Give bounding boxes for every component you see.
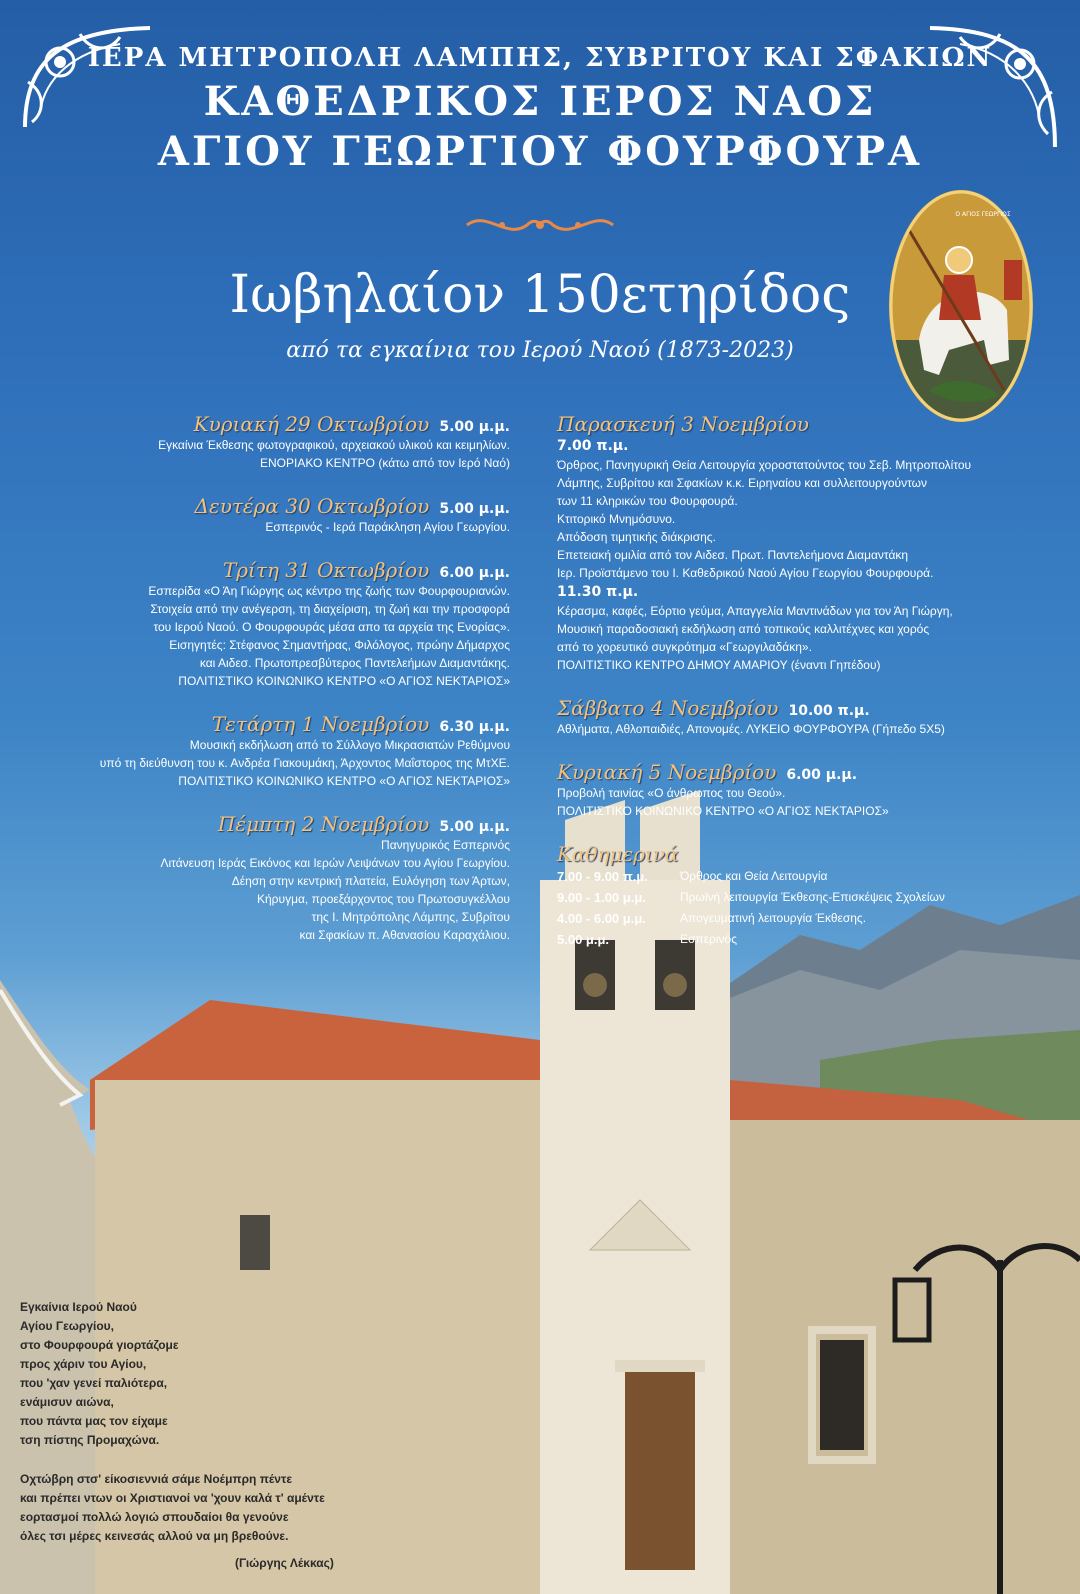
event-time: 6.00 μ.μ. (439, 565, 510, 581)
daily-schedule (557, 842, 1037, 950)
saint-george-icon (889, 190, 1033, 422)
poem-author: (Γιώργης Λέκκας) (235, 1556, 334, 1570)
event-time: 5.00 μ.μ. (439, 501, 510, 517)
event-line: Κτιτορικό Μνημόσυνο. (557, 512, 676, 526)
event-line: υπό τη διεύθυνση του κ. Ανδρέα Γιακουμάκη, Άρχοντος Μαΐστορος της ΜτΧΕ. (99, 756, 510, 770)
jubilee-title: Ιωβηλαίον 150ετηρίδος (229, 265, 851, 325)
daily-time: 9.00 - 1.00 μ.μ. (557, 890, 646, 905)
event-time: 5.00 μ.μ. (439, 819, 510, 835)
poem (20, 1298, 380, 1546)
event-line: Όρθρος, Πανηγυρική Θεία Λειτουργία χοροστατούντος του Σεβ. Μητροπολίτου (557, 458, 972, 472)
event-fri-3-nov (557, 412, 1037, 674)
event-time: 7.00 π.μ. (557, 438, 629, 454)
poem-line: Εγκαίνια Ιερού Ναού (20, 1300, 137, 1314)
poem-line: όλες τσι μέρες κεινεσάς αλλού να μη βρεθούνε. (20, 1529, 289, 1543)
church-wall-right (720, 1120, 1080, 1594)
event-day: Κυριακή 5 Νοεμβρίου (557, 760, 777, 784)
event-day: Παρασκευή 3 Νοεμβρίου (557, 412, 809, 436)
event-line: της Ι. Μητρόπολης Λάμπης, Συβρίτου (311, 910, 510, 924)
poem-line: εορτασμοί πολλώ λογιώ σπουδαίοι θα γενούνε (20, 1510, 289, 1524)
event-line: Αθλήματα, Αθλοπαιδιές, Απονομές. ΛΥΚΕΙΟ ΦΟΥΡΦΟΥΡΑ (Γήπεδο 5Χ5) (557, 722, 945, 736)
daily-row (557, 866, 1037, 887)
daily-row (557, 887, 1037, 908)
event-line: ΠΟΛΙΤΙΣΤΙΚΟ ΚΕΝΤΡΟ ΔΗΜΟΥ ΑΜΑΡΙΟΥ (έναντι Γηπέδου) (557, 658, 881, 672)
daily-desc: Πρωϊνή λειτουργία Έκθεσης-Επισκέψεις Σχολείων (680, 890, 945, 904)
daily-desc: Όρθρος και Θεία Λειτουργία (680, 869, 828, 883)
event-wed-1-nov (40, 712, 510, 790)
daily-title: Καθημερινά (557, 842, 679, 866)
icon-label: Ο ΑΓΙΟΣ ΓΕΩΡΓΙΟΣ (955, 211, 1011, 218)
divider-ornament-icon (462, 210, 618, 240)
event-day: Σάββατο 4 Νοεμβρίου (557, 696, 779, 720)
poem-line: Αγίου Γεωργίου, (20, 1319, 115, 1333)
event-line: Ιερ. Προϊστάμενο του Ι. Καθεδρικού Ναού Αγίου Γεωργίου Φουρφουρά. (557, 566, 934, 580)
event-sun-29-oct (40, 412, 510, 472)
event-line: Επετειακή ομιλία από τον Αιδεσ. Πρωτ. Παντελεήμονα Διαμαντάκη (557, 548, 909, 562)
poem-line: που πάντα μας τον είχαμε (20, 1414, 168, 1428)
daily-desc: Εσπερινός (680, 932, 737, 946)
event-line: Κήρυγμα, προεξάρχοντος του Πρωτοσυγκέλλου (257, 892, 510, 906)
poem-line: ενάμισυν αιώνα, (20, 1395, 114, 1409)
daily-time: 4.00 - 6.00 μ.μ. (557, 911, 646, 926)
poem-line: τση πίστης Προμαχώνα. (20, 1433, 160, 1447)
event-line: Στοιχεία από την ανέγερση, τη διαχείριση, τη ζωή και την προσφορά (150, 602, 510, 616)
event-time: 5.00 μ.μ. (439, 419, 510, 435)
event-line: Προβολή ταινίας «Ο άνθρωπος του Θεού». (557, 786, 786, 800)
event-line: ΕΝΟΡΙΑΚΟ ΚΕΝΤΡΟ (κάτω από τον Ιερό Ναό) (260, 456, 510, 470)
event-tue-31-oct (40, 558, 510, 690)
event-line: Λιτάνευση Ιεράς Εικόνος και Ιερών Λειψάνων του Αγίου Γεωργίου. (160, 856, 510, 870)
event-line: ΠΟΛΙΤΙΣΤΙΚΟ ΚΟΙΝΩΝΙΚΟ ΚΕΝΤΡΟ «Ο ΑΓΙΟΣ ΝΕΚΤΑΡΙΟΣ» (178, 774, 510, 788)
cathedral-heading: ΚΑΘΕΔΡΙΚΟΣ ΙΕΡΟΣ ΝΑΟΣ (203, 78, 877, 125)
poem-line: Οχτώβρη στσ' είκοσιεννιά σάμε Νοέμπρη πέντε (20, 1472, 293, 1486)
event-line: Εσπερίδα «Ο Άη Γιώργης ως κέντρο της ζωής των Φουρφουριανών. (148, 584, 510, 598)
poem-line: και πρέπει ντων οι Χριστιανοί να 'χουν καλά τ' αμέντε (20, 1491, 325, 1505)
event-line: ΠΟΛΙΤΙΣΤΙΚΟ ΚΟΙΝΩΝΙΚΟ ΚΕΝΤΡΟ «Ο ΑΓΙΟΣ ΝΕΚΤΑΡΙΟΣ» (178, 674, 510, 688)
event-line: Εισηγητές: Στέφανος Σημαντήρας, Φιλόλογος, πρώην Δήμαρχος (169, 638, 510, 652)
poem-line: προς χάριν του Αγίου, (20, 1357, 147, 1371)
event-day: Δευτέρα 30 Οκτωβρίου (194, 494, 430, 518)
event-sun-5-nov (557, 760, 1037, 820)
event-day: Πέμπτη 2 Νοεμβρίου (217, 812, 430, 836)
event-day: Τετάρτη 1 Νοεμβρίου (211, 712, 430, 736)
event-line: Εσπερινός - Ιερά Παράκληση Αγίου Γεωργίου. (265, 520, 510, 534)
event-sat-4-nov (557, 696, 1037, 738)
event-time: 11.30 π.μ. (557, 584, 639, 600)
church-door (625, 1370, 695, 1570)
daily-row (557, 908, 1037, 929)
event-mon-30-oct (40, 494, 510, 536)
event-line: Εγκαίνια Έκθεσης φωτογραφικού, αρχειακού υλικού και κειμηλίων. (158, 438, 510, 452)
event-line: Κέρασμα, καφές, Εόρτιο γεύμα, Απαγγελία Μαντινάδων για τον Άη Γιώργη, (557, 604, 953, 618)
daily-desc: Απογευματινή λειτουργία Έκθεσης. (680, 911, 867, 925)
left-events-column (40, 412, 510, 966)
event-line: ΠΟΛΙΤΙΣΤΙΚΟ ΚΟΙΝΩΝΙΚΟ ΚΕΝΤΡΟ «Ο ΑΓΙΟΣ ΝΕΚΤΑΡΙΟΣ» (557, 804, 889, 818)
event-line: των 11 κληρικών του Φουρφουρά. (557, 494, 738, 508)
event-time: 6.30 μ.μ. (439, 719, 510, 735)
daily-row (557, 929, 1037, 950)
event-day: Κυριακή 29 Οκτωβρίου (193, 412, 430, 436)
daily-time: 7.00 - 9.00 π.μ. (557, 869, 648, 884)
event-time: 10.00 π.μ. (788, 703, 870, 719)
header (0, 38, 1080, 178)
church-name-heading: ΑΓΙΟΥ ΓΕΩΡΓΙΟΥ ΦΟΥΡΦΟΥΡΑ (157, 128, 923, 175)
poem-line: που 'χαν γενεί παλιότερα, (20, 1376, 168, 1390)
church-window (820, 1340, 864, 1450)
event-line: και Σφακίων π. Αθανασίου Καραχάλιου. (299, 928, 510, 942)
event-line: και Αιδεσ. Πρωτοπρεσβύτερος Παντελεήμων Διαμαντάκης. (199, 656, 510, 670)
event-line: Μουσική παραδοσιακή εκδήλωση από τοπικούς καλλιτέχνες και χορός (557, 622, 930, 636)
event-time: 6.00 μ.μ. (786, 767, 858, 783)
jubilee-subtitle: από τα εγκαίνια του Ιερού Ναού (1873-2023) (286, 338, 794, 363)
event-line: Πανηγυρικός Εσπερινός (381, 838, 510, 852)
event-line: Μουσική εκδήλωση από το Σύλλογο Μικρασιατών Ρεθύμνου (189, 738, 510, 752)
poem-line: στο Φουρφουρά γιορτάζομε (20, 1338, 179, 1352)
event-line: Απόδοση τιμητικής διάκρισης. (557, 530, 716, 544)
daily-time: 5.00 μ.μ. (557, 932, 610, 947)
right-events-column (557, 412, 1037, 972)
event-line: του Ιερού Ναού. Ο Φουρφουράς μέσα απο τα αρχεία της Ενορίας». (153, 620, 510, 634)
event-line: από το χορευτικό συγκρότημα «Γεωργιλαδάκη». (557, 640, 812, 654)
event-line: Λάμπης, Συβρίτου και Σφακίων κ.κ. Ειρηναίου και συλλειτουργούντων (557, 476, 928, 490)
event-thu-2-nov (40, 812, 510, 944)
metropolis-heading: ΙΕΡΑ ΜΗΤΡΟΠΟΛΗ ΛΑΜΠΗΣ, ΣΥΒΡΙΤΟΥ ΚΑΙ ΣΦΑΚΙΩΝ (87, 43, 993, 73)
event-day: Τρίτη 31 Οκτωβρίου (222, 558, 430, 582)
event-line: Δέηση στην κεντρική πλατεία, Ευλόγηση των Άρτων, (231, 874, 510, 888)
